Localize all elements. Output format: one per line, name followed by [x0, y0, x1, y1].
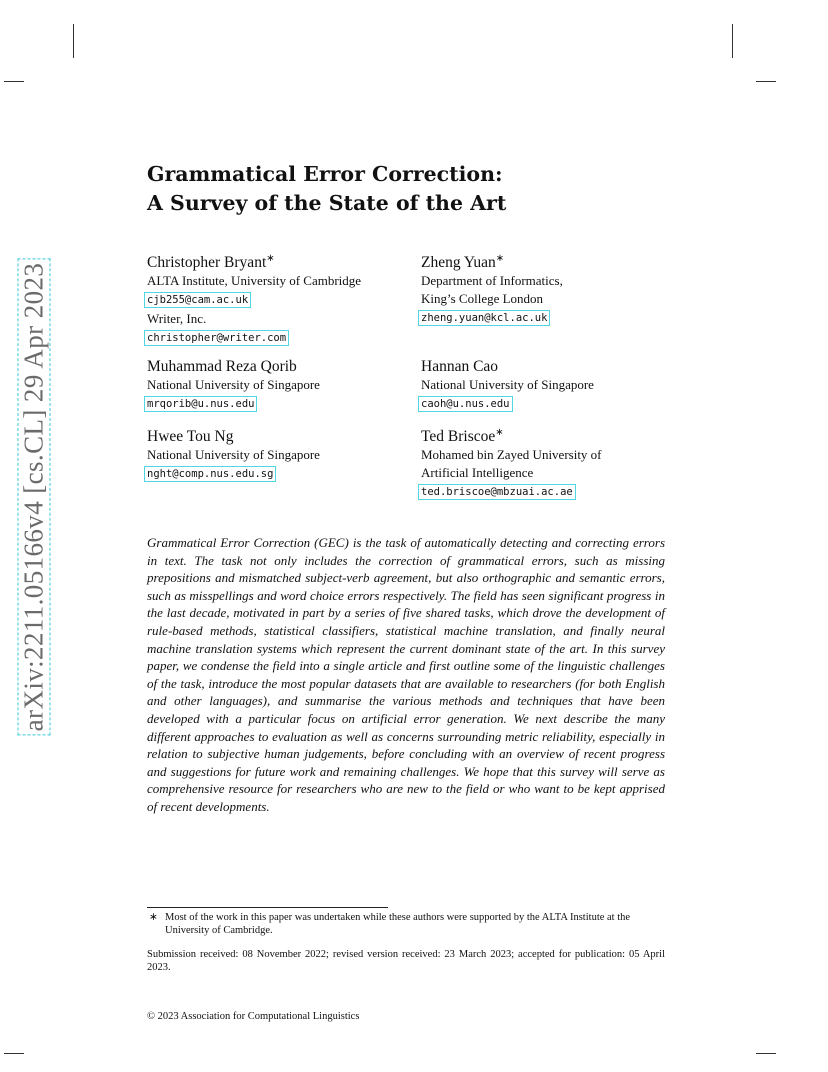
- crop-mark: [756, 1053, 776, 1054]
- author-name-text: Hannan Cao: [421, 358, 499, 375]
- author-name: [147, 427, 320, 446]
- author-affiliation: National University of Singapore: [147, 377, 320, 392]
- arxiv-stamp[interactable]: arXiv:2211.05166v4 [cs.CL] 29 Apr 2023: [18, 259, 51, 736]
- email-link[interactable]: caoh@u.nus.edu: [418, 396, 513, 412]
- author-name: [421, 253, 563, 272]
- author-name-text: Muhammad Reza Qorib: [147, 358, 297, 375]
- author-affiliation: Department of Informatics,: [421, 273, 563, 288]
- email-link[interactable]: cjb255@cam.ac.uk: [144, 292, 251, 308]
- author-name: [147, 357, 320, 376]
- submission-dates: Submission received: 08 November 2022; revised version received: 23 March 2023; accepted for publication: 05 April 2023.: [147, 949, 665, 973]
- author-block-ng: [147, 427, 320, 484]
- abstract: Grammatical Error Correction (GEC) is the task of automatically detecting and correcting errors in text. The task not only includes the correction of grammatical errors, such as missing prepositions and mismatched subject-verb agreement, but also orthographic and semantic errors, such as misspellings and word choice errors respectively. The field has seen significant progress in the last decade, motivated in part by a series of five shared tasks, which drove the development of rule-based methods, statistical classifiers, statistical machine translation, and finally neural machine translation systems which represent the current dominant state of the art. In this survey paper, we condense the field into a single article and first outline some of the linguistic challenges of the task, introduce the most popular datasets that are available to researchers (for both English and other languages), and summarise the various methods and techniques that have been developed with a particular focus on artificial error generation. We next describe the many different approaches to evaluation as well as concerns surrounding metric reliability, especially in relation to subjective human judgements, before concluding with an overview of recent progress and suggestions for future work and remaining challenges. We hope that this survey will serve as comprehensive resource for researchers who are new to the field or who want to be kept apprised of recent developments.: [147, 535, 665, 814]
- author-name-text: Zheng Yuan: [421, 254, 496, 271]
- paper-title: [147, 160, 506, 218]
- crop-mark: [732, 24, 733, 58]
- author-name-text: Ted Briscoe: [421, 428, 496, 445]
- footnote-rule: [147, 907, 388, 908]
- author-affiliation: National University of Singapore: [421, 377, 594, 392]
- author-name: [421, 427, 602, 446]
- footnote: [147, 912, 665, 937]
- author-name-text: Christopher Bryant: [147, 254, 267, 271]
- email-link[interactable]: mrqorib@u.nus.edu: [144, 396, 257, 412]
- author-block-qorib: [147, 357, 320, 414]
- email-link[interactable]: ted.briscoe@mbzuai.ac.ae: [418, 484, 576, 500]
- footnote-marker: ∗: [266, 252, 275, 264]
- author-name: [421, 357, 594, 376]
- footnote-marker: ∗: [495, 426, 504, 438]
- author-block-cao: [421, 357, 594, 414]
- crop-mark: [4, 81, 24, 82]
- author-affiliation: ALTA Institute, University of Cambridge: [147, 273, 362, 288]
- author-block-briscoe: [421, 427, 602, 502]
- author-affiliation: Artificial Intelligence: [421, 465, 534, 480]
- author-affiliation: Mohamed bin Zayed University of: [421, 447, 602, 462]
- footnote-marker: ∗: [149, 912, 158, 923]
- crop-mark: [4, 1053, 24, 1054]
- email-link[interactable]: nght@comp.nus.edu.sg: [144, 466, 276, 482]
- copyright: © 2023 Association for Computational Linguistics: [147, 1011, 360, 1022]
- footnote-text: Most of the work in this paper was undertaken while these authors were supported by the ALTA Institute at the University of Cambridge.: [165, 912, 631, 936]
- author-name: [147, 253, 361, 272]
- author-affiliation: Writer, Inc.: [147, 311, 207, 326]
- email-link[interactable]: christopher@writer.com: [144, 330, 289, 346]
- crop-mark: [756, 81, 776, 82]
- email-link[interactable]: zheng.yuan@kcl.ac.uk: [418, 310, 550, 326]
- title-line-1: Grammatical Error Correction:: [147, 162, 503, 186]
- title-line-2: A Survey of the State of the Art: [147, 191, 507, 215]
- author-name-text: Hwee Tou Ng: [147, 428, 234, 445]
- author-affiliation: King’s College London: [421, 291, 544, 306]
- author-block-yuan: [421, 253, 563, 328]
- footnote-marker: ∗: [495, 252, 505, 264]
- author-block-bryant: [147, 253, 361, 348]
- author-affiliation: National University of Singapore: [147, 447, 320, 462]
- crop-mark: [73, 24, 74, 58]
